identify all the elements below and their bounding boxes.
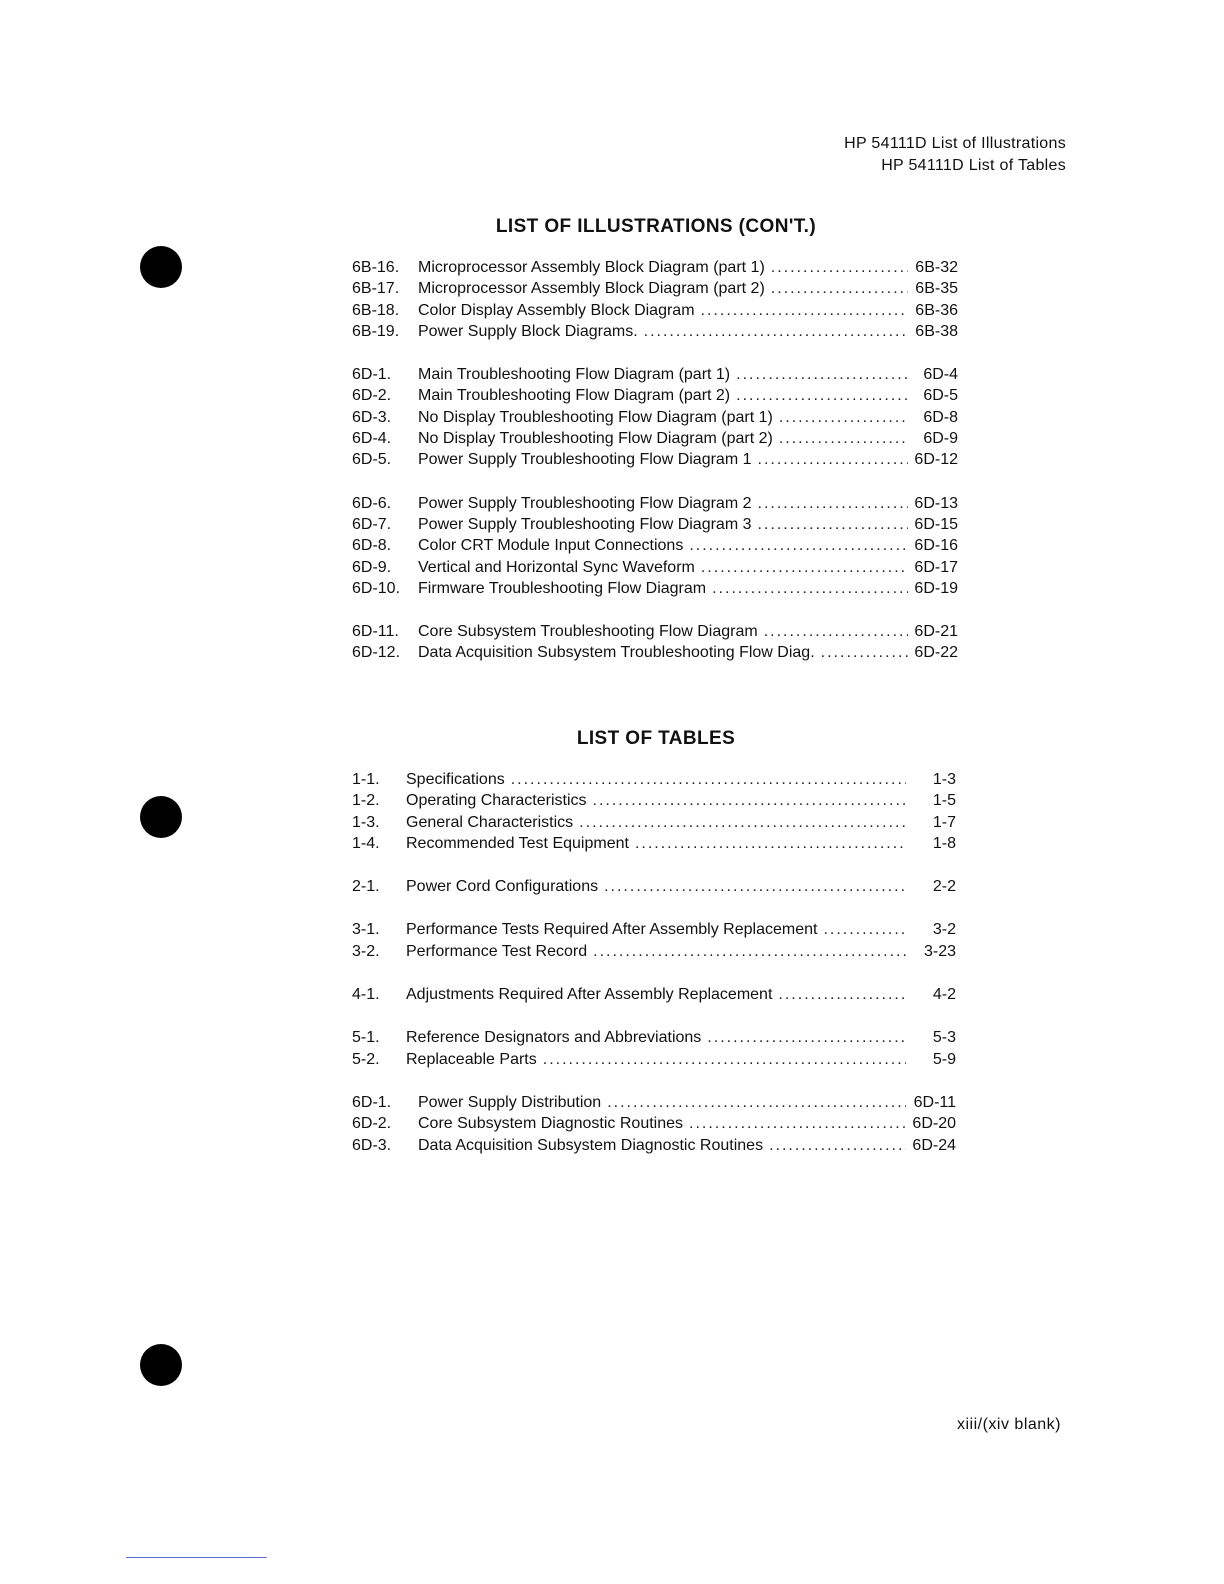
toc-entry [352,814,956,835]
dot-leader [769,1137,906,1155]
dot-leader [689,1115,906,1133]
entry-page: 6D-17 [914,558,958,576]
entry-number: 1-4. [352,834,380,852]
toc-group [352,259,958,344]
toc-entry [352,430,958,451]
dot-leader [771,259,908,277]
entry-number: 6B-19. [352,322,400,340]
entry-page: 6B-36 [915,301,958,319]
toc-entry [352,537,958,558]
dot-leader [779,430,908,448]
entry-number: 6D-3. [352,408,392,426]
entry-number: 6D-3. [352,1136,392,1154]
entry-title: Replaceable Parts [406,1050,537,1068]
entry-number: 5-1. [352,1029,380,1047]
entry-number: 6D-2. [352,1115,392,1133]
entry-number: 6B-17. [352,280,400,298]
dot-leader [758,495,909,513]
toc-entry [352,623,958,644]
entry-page: 6D-24 [912,1136,956,1154]
entry-page: 1-3 [932,771,956,788]
toc-entry [352,280,958,301]
entry-title: Data Acquisition Subsystem Troubleshooting Flow Diag. [418,644,815,662]
illustrations-list [352,259,958,688]
entry-number: 3-2. [352,942,380,960]
tables-list [352,771,956,1180]
dot-leader [607,1094,906,1112]
entry-page: 4-2 [932,986,956,1004]
toc-entry [352,644,958,665]
entry-title: Microprocessor Assembly Block Diagram (part 2) [418,280,765,298]
entry-title: Color Display Assembly Block Diagram [418,301,695,319]
entry-number: 6D-10. [352,579,401,597]
entry-title: Power Supply Troubleshooting Flow Diagram 3 [418,515,752,533]
dot-leader [779,409,908,427]
entry-page: 3-23 [923,942,956,960]
dot-leader [543,1051,906,1069]
dot-leader [689,537,908,555]
toc-entry [352,451,958,472]
dot-leader [701,302,908,320]
toc-entry [352,986,956,1007]
toc-group [352,1094,956,1158]
dot-leader [701,559,908,577]
entry-number: 6B-18. [352,301,400,319]
entry-page: 6D-20 [912,1115,956,1133]
entry-title: Performance Tests Required After Assembly Replacement [406,921,818,939]
toc-entry [352,387,958,408]
toc-entry [352,1137,956,1158]
entry-page: 3-2 [932,921,956,939]
dot-leader [764,623,908,641]
dot-leader [736,387,908,405]
toc-entry [352,792,956,813]
entry-page: 1-7 [932,813,956,831]
toc-group [352,771,956,856]
entry-number: 6D-2. [352,387,392,405]
toc-entry [352,921,956,942]
toc-group [352,986,956,1007]
binder-hole [140,246,182,288]
entry-title: General Characteristics [406,813,574,831]
toc-group [352,495,958,601]
entry-number: 6D-7. [352,515,392,533]
entry-title: Core Subsystem Troubleshooting Flow Diagram [418,623,758,641]
toc-entry [352,409,958,430]
entry-title: Main Troubleshooting Flow Diagram (part 2) [418,387,731,405]
toc-entry [352,1051,956,1072]
toc-entry [352,516,958,537]
entry-page: 6D-5 [923,387,958,405]
dot-leader [712,580,908,598]
entry-number: 3-1. [352,921,380,939]
dot-leader [707,1029,906,1047]
entry-page: 6D-19 [914,579,958,597]
entry-number: 6D-11. [352,623,399,641]
running-header [844,133,1066,177]
entry-title: Performance Test Record [406,942,588,960]
toc-group [352,921,956,964]
entry-page: 6D-12 [914,451,958,469]
entry-title: Microprocessor Assembly Block Diagram (part 1) [418,259,765,276]
entry-title: Color CRT Module Input Connections [418,537,684,555]
entry-page: 6D-16 [914,537,958,555]
entry-page: 6D-15 [914,515,958,533]
toc-entry [352,835,956,856]
entry-number: 5-2. [352,1050,380,1068]
toc-entry [352,1115,956,1136]
entry-page: 6D-8 [923,408,958,426]
entry-title: Power Supply Troubleshooting Flow Diagram 2 [418,494,752,512]
entry-title: Power Supply Block Diagrams. [418,322,638,340]
entry-page: 6B-35 [915,280,958,298]
entry-number: 6D-1. [352,366,392,384]
dot-leader [604,878,906,896]
entry-page: 5-9 [932,1050,956,1068]
entry-page: 1-8 [932,834,956,852]
entry-page: 6B-32 [915,259,958,276]
entry-number: 6D-6. [352,494,392,512]
entry-page: 6D-22 [914,644,958,662]
entry-page: 1-5 [932,792,956,810]
toc-group [352,1029,956,1072]
toc-entry [352,559,958,580]
entry-title: Data Acquisition Subsystem Diagnostic Routines [418,1136,764,1154]
toc-entry [352,580,958,601]
toc-entry [352,366,958,387]
entry-number: 6D-1. [352,1093,392,1111]
entry-page: 6D-13 [914,494,958,512]
entry-number: 6D-5. [352,451,392,469]
dot-leader [758,451,909,469]
entry-number: 6D-9. [352,558,392,576]
binder-hole [140,796,182,838]
entry-number: 6D-8. [352,537,392,555]
entry-number: 1-3. [352,813,380,831]
dot-leader [644,323,908,341]
entry-title: Power Supply Distribution [418,1093,602,1111]
toc-entry [352,302,958,323]
entry-title: Operating Characteristics [406,792,587,810]
entry-title: Firmware Troubleshooting Flow Diagram [418,579,707,597]
entry-page: 6D-9 [923,430,958,448]
toc-entry [352,259,958,280]
entry-title: Adjustments Required After Assembly Replacement [406,986,773,1004]
header-line-tables: HP 54111D List of Tables [881,157,1066,174]
toc-entry [352,323,958,344]
binder-hole [140,1344,182,1386]
dot-leader [821,644,908,662]
entry-page: 6D-4 [923,366,958,384]
entry-number: 4-1. [352,986,380,1004]
toc-entry [352,1029,956,1050]
entry-number: 1-2. [352,792,380,810]
toc-group [352,623,958,666]
entry-page: 5-3 [932,1029,956,1047]
illustrations-heading: LIST OF ILLUSTRATIONS (CON'T.) [495,216,817,237]
toc-group [352,878,956,899]
entry-title: Reference Designators and Abbreviations [406,1029,702,1047]
entry-number: 2-1. [352,878,380,896]
toc-entry [352,771,956,792]
entry-number: 6B-16. [352,259,400,276]
entry-title: Vertical and Horizontal Sync Waveform [418,558,695,576]
header-line-illustrations: HP 54111D List of Illustrations [844,135,1066,152]
entry-title: Core Subsystem Diagnostic Routines [418,1115,684,1133]
dot-leader [736,366,908,384]
entry-page: 6D-21 [914,623,958,641]
entry-title: Power Supply Troubleshooting Flow Diagram 1 [418,451,752,469]
toc-entry [352,878,956,899]
dot-leader [579,814,906,832]
entry-number: 6D-4. [352,430,392,448]
footer-rule [126,1557,267,1558]
entry-title: No Display Troubleshooting Flow Diagram (part 1) [418,408,773,426]
dot-leader [635,835,906,853]
entry-title: No Display Troubleshooting Flow Diagram (part 2) [418,430,773,448]
dot-leader [593,792,906,810]
entry-page: 6D-11 [913,1093,956,1111]
entry-number: 6D-12. [352,644,401,662]
toc-entry [352,943,956,964]
dot-leader [778,986,906,1004]
dot-leader [758,516,909,534]
entry-title: Main Troubleshooting Flow Diagram (part 1) [418,366,731,384]
tables-heading: LIST OF TABLES [576,728,736,749]
entry-number: 1-1. [352,771,380,788]
page-number: xiii/(xiv blank) [956,1416,1061,1433]
entry-title: Recommended Test Equipment [406,834,629,852]
toc-group [352,366,958,472]
entry-title: Specifications [406,771,505,788]
toc-entry [352,1094,956,1115]
toc-entry [352,495,958,516]
entry-page: 2-2 [932,878,956,896]
dot-leader [823,921,906,939]
dot-leader [593,943,906,961]
entry-page: 6B-38 [915,322,958,340]
entry-title: Power Cord Configurations [406,878,599,896]
dot-leader [771,280,908,298]
dot-leader [511,771,906,789]
